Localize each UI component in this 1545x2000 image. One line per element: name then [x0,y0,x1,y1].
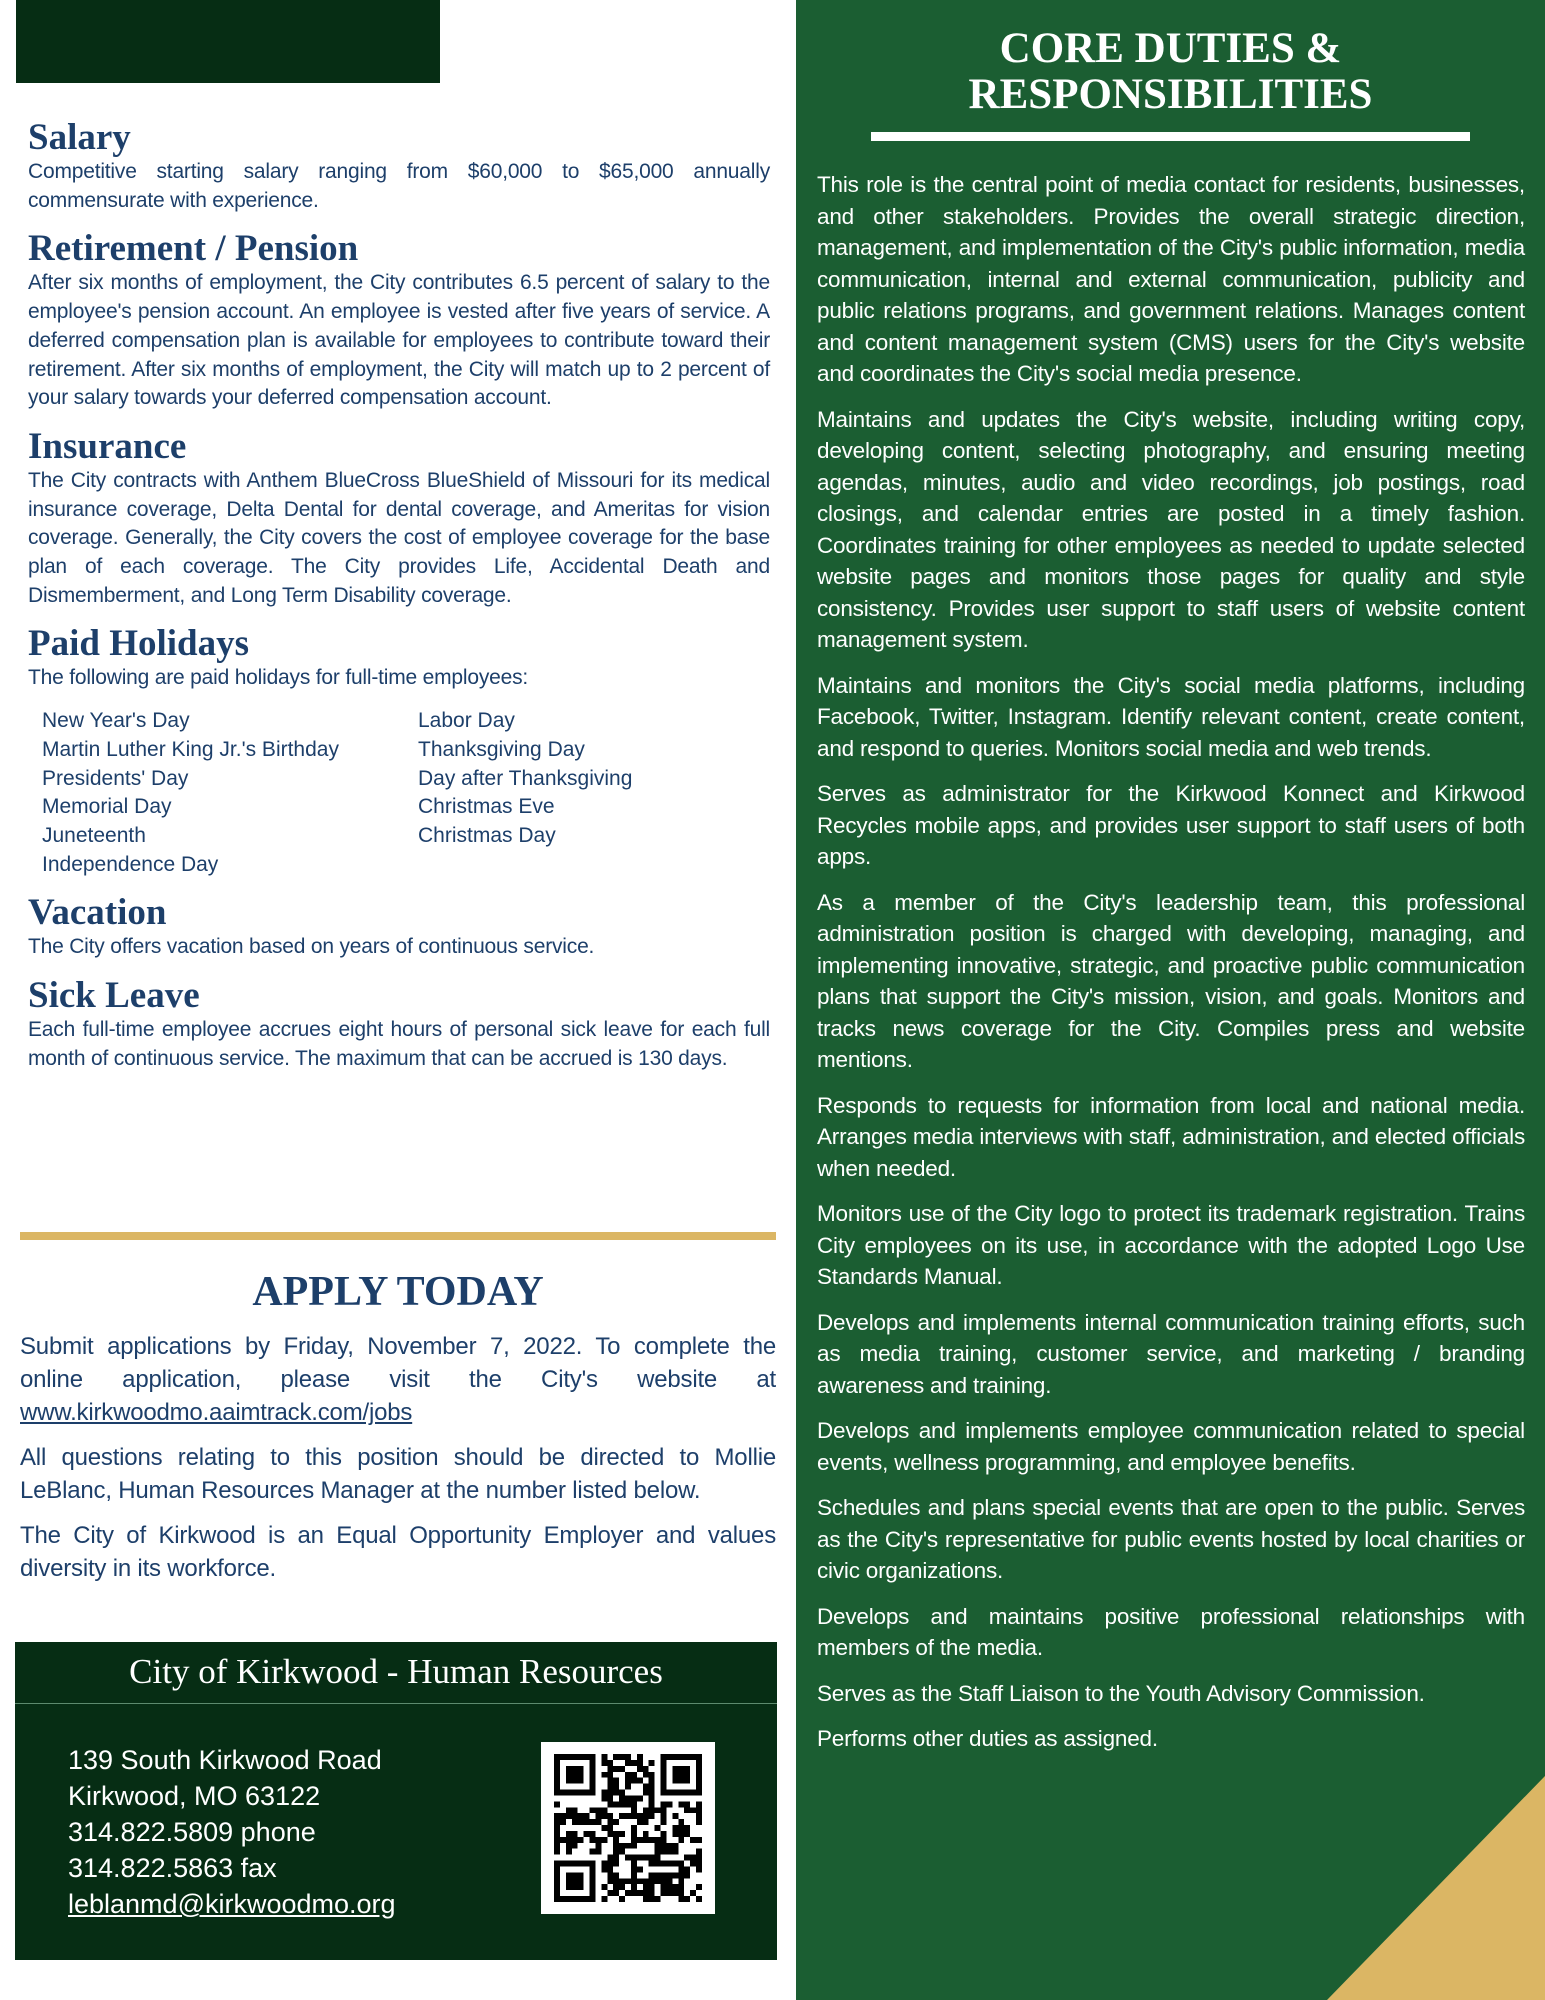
address-line-1: 139 South Kirkwood Road [68,1745,382,1775]
holiday-item: Presidents' Day [42,766,189,790]
insurance-heading: Insurance [28,425,187,467]
duty-paragraph: Serves as administrator for the Kirkwood Konnect and Kirkwood Recycles mobile apps, and provides user support to staff users of both apps. [817,781,1525,869]
benefits-section [28,118,770,1073]
duty-paragraph: Serves as the Staff Liaison to the Youth Advisory Commission. [817,1680,1425,1706]
holidays-heading: Paid Holidays [28,623,250,665]
vacation-text: The City offers vacation based on years of continuous service. [28,935,595,959]
apply-heading: APPLY TODAY [252,1269,544,1315]
title-underline [871,132,1470,141]
apply-deadline-text: Submit applications by Friday, November 7, 2022. To complete the online application, please visit the City's website at [20,1333,776,1393]
salary-text: Competitive starting salary ranging from $60,000 to $65,000 annually commensurate with experience. [28,160,770,212]
contact-details [68,1742,396,1922]
contact-box [15,1642,777,1960]
duty-paragraph: Develops and implements employee communication related to special events, wellness programming, and employee benefits. [817,1418,1525,1475]
divider [20,1232,776,1240]
apply-text [20,1330,776,1429]
retirement-heading: Retirement / Pension [28,228,359,270]
fax: 314.822.5863 fax [68,1853,277,1883]
holiday-item: Christmas Day [418,823,556,847]
holiday-item: Independence Day [42,852,219,876]
duties-title-line-1: CORE DUTIES & [999,25,1342,72]
retirement-text: After six months of employment, the City contributes 6.5 percent of salary to the employee's pension account. An employee is vested after five years of service. A deferred compensation plan is available for employees to contribute toward their retirement. After six months of employment, the City will match up to 2 percent of your salary towards your deferred compensation account. [28,271,770,410]
apply-section [20,1268,776,1597]
qr-code[interactable] [541,1742,715,1914]
duties-panel [796,0,1545,2000]
vacation-heading: Vacation [28,892,167,934]
duty-paragraph: Performs other duties as assigned. [817,1726,1158,1751]
holiday-column-2 [418,707,718,879]
email-link[interactable]: leblanmd@kirkwoodmo.org [68,1889,396,1919]
holiday-list [42,707,770,879]
duty-paragraph: Maintains and monitors the City's social media platforms, including Facebook, Twitter, Instagram. Identify relevant content, create content, and respond to queries. Monitors social media and web trends. [817,672,1525,761]
eoe-text: The City of Kirkwood is an Equal Opportunity Employer and values diversity in its workforce. [20,1522,776,1582]
holiday-item: Memorial Day [42,795,172,819]
duties-list [796,141,1545,1755]
sick-leave-heading: Sick Leave [28,975,200,1017]
duty-paragraph: Responds to requests for information from local and national media. Arranges media interviews with staff, administration, and elected officials when needed. [817,1092,1525,1181]
holiday-item: Labor Day [418,709,515,733]
duty-paragraph: Schedules and plans special events that are open to the public. Serves as the City's representative for public events hosted by local charities or civic organizations. [817,1495,1525,1583]
insurance-text: The City contracts with Anthem BlueCross BlueShield of Missouri for its medical insurance coverage, Delta Dental for dental coverage, and Ameritas for vision coverage. Generally, the City covers the cost of employee coverage for the base plan of each coverage. The City provides Life, Accidental Death and Dismemberment, and Long Term Disability coverage. [28,468,770,607]
questions-text: All questions relating to this position should be directed to Mollie LeBlanc, Human Resources Manager at the number listed below. [20,1444,776,1504]
holiday-item: Juneteenth [42,823,146,847]
sick-leave-text: Each full-time employee accrues eight hours of personal sick leave for each full month of continuous service. The maximum that can be accrued is 130 days. [28,1018,770,1070]
address-line-2: Kirkwood, MO 63122 [68,1781,321,1811]
duty-paragraph: Develops and implements internal communication training efforts, such as media training, customer service, and marketing / branding awareness and training. [817,1309,1525,1398]
salary-heading: Salary [28,117,131,158]
phone: 314.822.5809 phone [68,1817,316,1847]
gold-corner-decoration [1327,1776,1545,2000]
holiday-item: Thanksgiving Day [418,737,585,761]
duty-paragraph: Develops and maintains positive professional relationships with members of the media. [817,1603,1525,1660]
duties-title [796,26,1545,118]
duties-title-line-2: RESPONSIBILITIES [968,71,1373,118]
holiday-item: New Year's Day [42,709,190,733]
header-block [16,0,440,83]
duty-paragraph: Maintains and updates the City's website, including writing copy, developing content, selecting photography, and ensuring meeting agendas, minutes, audio and video recordings, job postings, road closings, and calendar entries are posted in a timely fashion. Coordinates training for other employees as needed to update selected website pages and monitors those pages for quality and style consistency. Provides user support to staff users of website content management system. [817,406,1525,652]
holidays-intro: The following are paid holidays for full-time employees: [28,666,529,690]
holiday-column-1 [42,707,418,879]
duty-paragraph: Monitors use of the City logo to protect its trademark registration. Trains City employees on its use, in accordance with the adopted Logo Use Standards Manual. [817,1201,1525,1289]
duty-paragraph: This role is the central point of media contact for residents, businesses, and other stakeholders. Provides the overall strategic direction, management, and implementation of the City's public information, media communication, internal and external communication, publicity and public relations programs, and government relations. Manages content and content management system (CMS) users for the City's website and coordinates the City's social media presence. [817,172,1525,386]
jobs-link[interactable]: www.kirkwoodmo.aaimtrack.com/jobs [20,1399,413,1426]
holiday-item: Martin Luther King Jr.'s Birthday [42,737,339,761]
duty-paragraph: As a member of the City's leadership team, this professional administration position is charged with developing, managing, and implementing innovative, strategic, and proactive public communication plans that support the City's mission, vision, and goals. Monitors and tracks news coverage for the City. Compiles press and website mentions. [817,889,1525,1072]
holiday-item: Day after Thanksgiving [418,766,633,790]
contact-title: City of Kirkwood - Human Resources [15,1642,777,1704]
holiday-item: Christmas Eve [418,795,555,819]
